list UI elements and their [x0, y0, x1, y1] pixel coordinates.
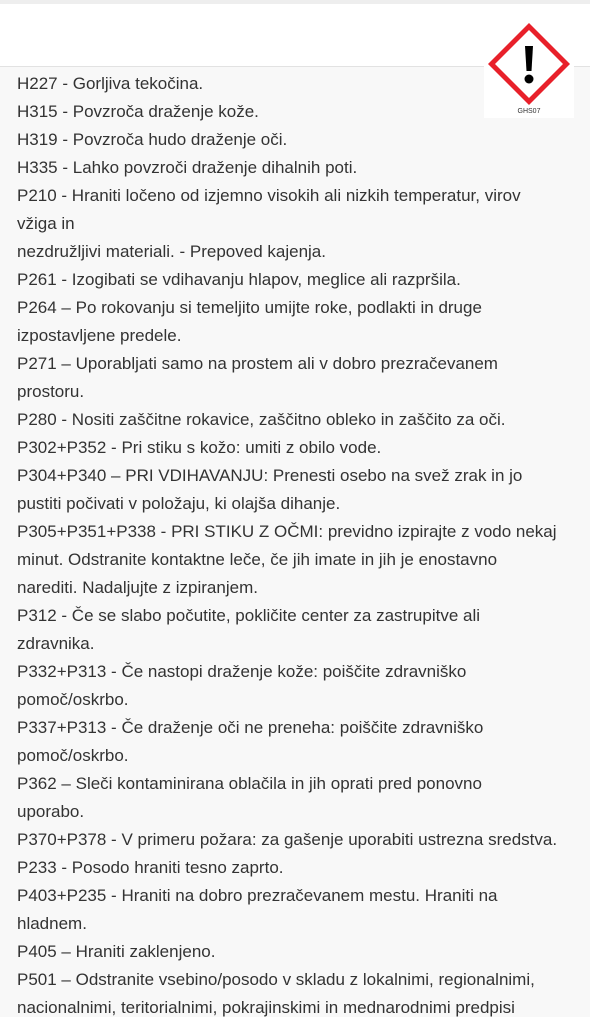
statement-line: H335 - Lahko povzroči draženje dihalnih poti. [17, 158, 358, 177]
statement-line: P332+P313 - Če nastopi draženje kože: poiščite zdravniško [17, 662, 467, 681]
statement-line: minut. Odstranite kontaktne leče, če jih imate in jih je enostavno [17, 550, 498, 569]
statement-line: hladnem. [17, 914, 87, 933]
statement-line: P337+P313 - Če draženje oči ne preneha: poiščite zdravniško [17, 718, 484, 737]
statement-line: pomoč/oskrbo. [17, 690, 129, 709]
statement-line: P403+P235 - Hraniti na dobro prezračevanem mestu. Hraniti na [17, 886, 498, 905]
statement-line: P304+P340 – PRI VDIHAVANJU: Prenesti osebo na svež zrak in jo [17, 466, 523, 485]
statement-line: P210 - Hraniti ločeno od izjemno visokih ali nizkih temperatur, virov [17, 186, 521, 205]
statement-line: zdravnika. [17, 634, 95, 653]
ghs-pictogram [484, 20, 574, 118]
statement-line: vžiga in [17, 214, 75, 233]
hazard-statements-list [0, 67, 590, 1017]
statement-line: izpostavljene predele. [17, 326, 182, 345]
statement-line: pustiti počivati v položaju, ki olajša dihanje. [17, 494, 341, 513]
statement-line: H319 - Povzroča hudo draženje oči. [17, 130, 288, 149]
statement-line: narediti. Nadaljujte z izpiranjem. [17, 578, 258, 597]
statement-line: P501 – Odstranite vsebino/posodo v skladu z lokalnimi, regionalnimi, [17, 970, 535, 989]
statement-line: P305+P351+P338 - PRI STIKU Z OČMI: previdno izpirajte z vodo nekaj [17, 522, 557, 541]
pictogram-code: GHS07 [517, 108, 541, 115]
statement-line: P362 – Sleči kontaminirana oblačila in jih oprati pred ponovno [17, 774, 482, 793]
statement-line: P233 - Posodo hraniti tesno zaprto. [17, 858, 284, 877]
statement-line: P264 – Po rokovanju si temeljito umijte roke, podlakti in druge [17, 298, 482, 317]
statement-line: uporabo. [17, 802, 85, 821]
statement-line: prostoru. [17, 382, 85, 401]
statement-line: P271 – Uporabljati samo na prostem ali v dobro prezračevanem [17, 354, 498, 373]
statement-line: P280 - Nositi zaščitne rokavice, zaščitno obleko in zaščito za oči. [17, 410, 506, 429]
statement-line: P261 - Izogibati se vdihavanju hlapov, meglice ali razpršila. [17, 270, 461, 289]
statement-line: H227 - Gorljiva tekočina. [17, 74, 204, 93]
hazard-statements-panel [0, 67, 590, 1017]
statement-line: P302+P352 - Pri stiku s kožo: umiti z obilo vode. [17, 438, 382, 457]
statement-line: P370+P378 - V primeru požara: za gašenje uporabiti ustrezna sredstva. [17, 830, 558, 849]
statement-line: H315 - Povzroča draženje kože. [17, 102, 259, 121]
statement-line: pomoč/oskrbo. [17, 746, 129, 765]
statement-line: P405 – Hraniti zaklenjeno. [17, 942, 216, 961]
statement-line: nezdružljivi materiali. - Prepoved kajenja. [17, 242, 326, 261]
statement-line: P312 - Če se slabo počutite, pokličite center za zastrupitve ali [17, 606, 481, 625]
exclamation-mark-icon [484, 20, 574, 108]
statement-line: nacionalnimi, teritorialnimi, pokrajinskimi in mednarodnimi predpisi [17, 998, 515, 1017]
